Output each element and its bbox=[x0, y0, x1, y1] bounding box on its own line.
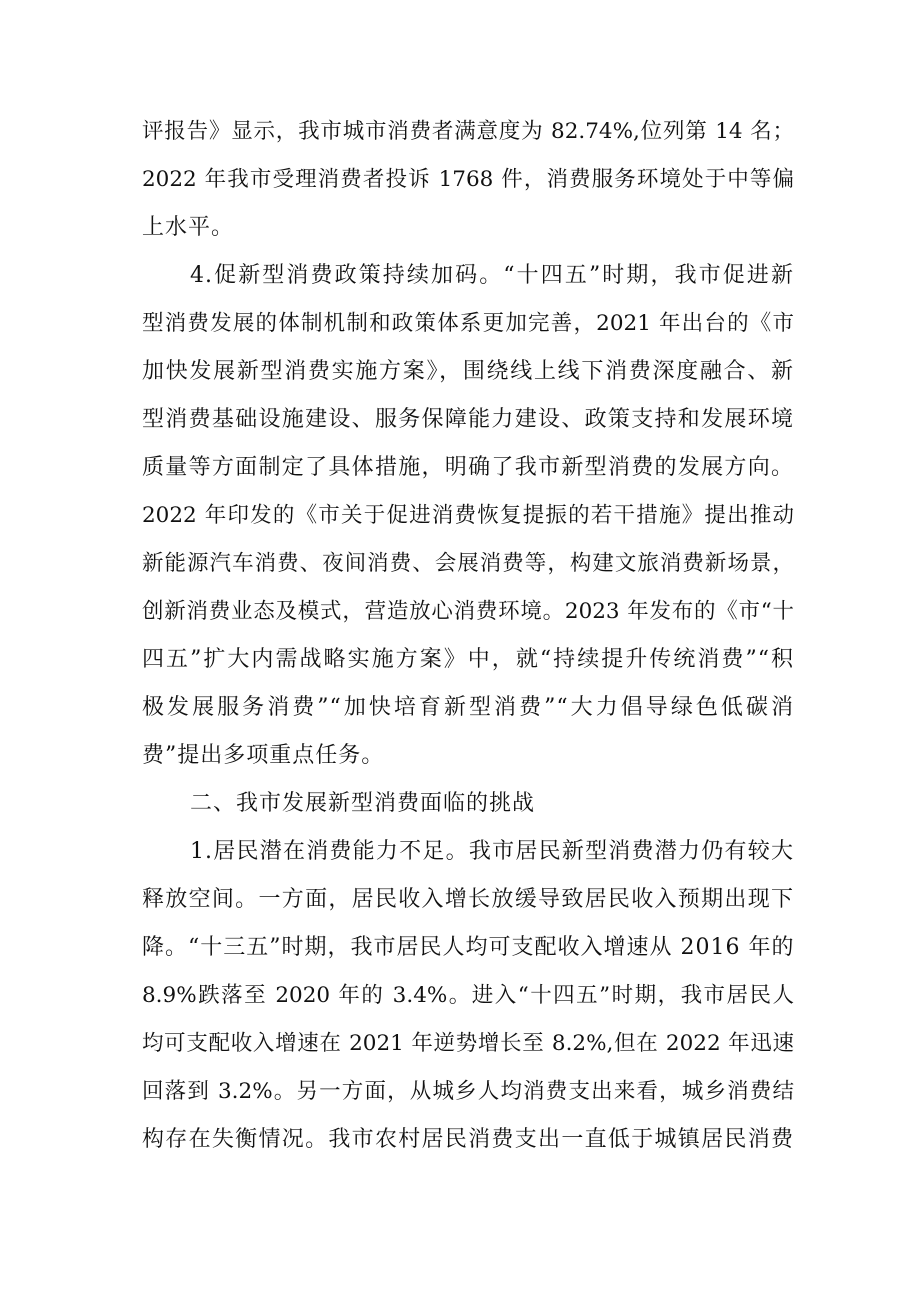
text-line: 2022 年印发的《市关于促进消费恢复提振的若干措施》提出推动 bbox=[142, 503, 794, 528]
text-line: 评报告》显示，我市城市消费者满意度为 82.74%,位列第 14 名； bbox=[142, 119, 794, 144]
text-line: 极发展服务消费”“加快培育新型消费”“大力倡导绿色低碳消 bbox=[142, 695, 794, 720]
text-line: 1.居民潜在消费能力不足。我市居民新型消费潜力仍有较大 bbox=[190, 839, 794, 864]
text-line: 新能源汽车消费、夜间消费、会展消费等，构建文旅消费新场景， bbox=[142, 551, 794, 576]
text-line: 加快发展新型消费实施方案》，围绕线上线下消费深度融合、新 bbox=[142, 359, 794, 384]
text-line: 费”提出多项重点任务。 bbox=[142, 743, 385, 768]
text-line: 型消费基础设施建设、服务保障能力建设、政策支持和发展环境 bbox=[142, 407, 794, 432]
text-line: 四五”扩大内需战略实施方案》中，就“持续提升传统消费”“积 bbox=[142, 647, 794, 672]
text-line: 降。“十三五”时期，我市居民人均可支配收入增速从 2016 年的 bbox=[142, 935, 795, 960]
text-line: 均可支配收入增速在 2021 年逆势增长至 8.2%,但在 2022 年迅速 bbox=[142, 1031, 794, 1056]
text-line: 2022 年我市受理消费者投诉 1768 件，消费服务环境处于中等偏 bbox=[142, 167, 794, 192]
text-line: 型消费发展的体制机制和政策体系更加完善，2021 年出台的《市 bbox=[142, 311, 794, 336]
text-line: 上水平。 bbox=[142, 215, 235, 240]
text-line: 创新消费业态及模式，营造放心消费环境。2023 年发布的《市“十 bbox=[142, 599, 794, 624]
text-line: 8.9%跌落至 2020 年的 3.4%。进入“十四五”时期，我市居民人 bbox=[142, 983, 794, 1008]
text-line: 构存在失衡情况。我市农村居民消费支出一直低于城镇居民消费 bbox=[142, 1127, 794, 1152]
section-heading: 二、我市发展新型消费面临的挑战 bbox=[190, 791, 536, 816]
text-line: 质量等方面制定了具体措施，明确了我市新型消费的发展方向。 bbox=[142, 455, 794, 480]
text-line: 释放空间。一方面，居民收入增长放缓导致居民收入预期出现下 bbox=[142, 887, 794, 912]
text-line: 回落到 3.2%。另一方面，从城乡人均消费支出来看，城乡消费结 bbox=[142, 1079, 794, 1104]
text-line: 4.促新型消费政策持续加码。“十四五”时期，我市促进新 bbox=[190, 263, 794, 288]
